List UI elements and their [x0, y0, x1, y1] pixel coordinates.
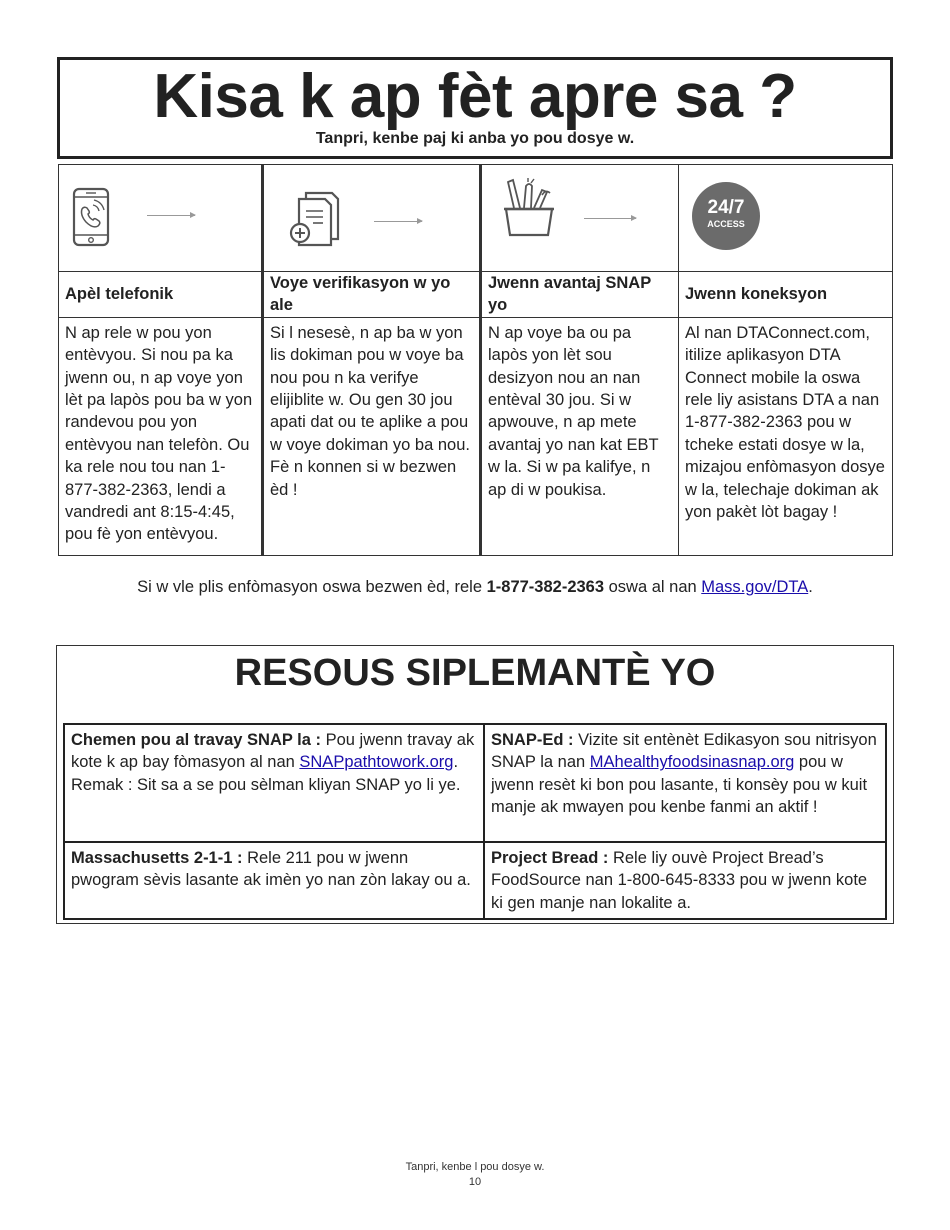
step-4-icon-cell [679, 165, 893, 272]
resources-box [56, 645, 894, 924]
step-3-heading: Jwenn avantaj SNAP yo [481, 272, 679, 318]
step-3-text: N ap voye ba ou pa lapòs yon lèt sou desizyon nou an nan entèval 30 jou. Si w apwouve, n ap mete avantaj yo nan kat EBT w la. Si w pa kalifye, n ap di w poukisa. [481, 317, 679, 555]
title-box [57, 57, 893, 159]
page-number: 10 [468, 1176, 482, 1188]
document-add-icon [286, 187, 348, 251]
resource-project-bread: Project Bread : Rele liy ouvè Project Bread’s FoodSource nan 1-800-645-8333 pou w jwenn kote ki gen manje nan lokalite a. [484, 842, 886, 919]
access-24-7-icon: 24/7 ACCESS [692, 182, 760, 250]
step-2-text: Si l nesesè, n ap ba w yon lis dokiman pou w voye ba nou pou n ka verifye elijiblite w. Ou gen 30 jou apati dat ou te aplike a pou w voye dokiman yo ba nou. Fè n konnen si w bezwen èd ! [263, 317, 481, 555]
step-2-heading: Voye verifikasyon w yo ale [263, 272, 481, 318]
page-subtitle: Tanpri, kenbe paj ki anba yo pou dosye w. [315, 130, 635, 147]
resource-mass-211: Massachusetts 2-1-1 : Rele 211 pou w jwenn pwogram sèvis lasante ak imèn yo nan zòn lakay ou a. [64, 842, 484, 919]
resource-snap-path: Chemen pou al travay SNAP la : Pou jwenn travay ak kote k ap bay fòmasyon al nan SNAPpathtowork.org. Remak : Sit sa a se pou sèlman kliyan SNAP yo li ye. [64, 724, 484, 842]
page-title: Kisa k ap fèt apre sa ? [153, 62, 797, 131]
mass-gov-link[interactable]: Mass.gov/DTA [701, 578, 809, 596]
arrow-icon [374, 221, 422, 222]
info-phone: 1-877-382-2363 [486, 578, 605, 596]
info-line: Si w vle plis enfòmasyon oswa bezwen èd, rele 1-877-382-2363 oswa al nan Mass.gov/DTA. [137, 578, 813, 596]
step-1-icon-cell [59, 165, 263, 272]
step-4-heading: Jwenn koneksyon [679, 272, 893, 318]
snap-path-link[interactable]: SNAPpathtowork.org [299, 753, 454, 772]
step-2-icon-cell [263, 165, 481, 272]
arrow-icon [584, 218, 636, 219]
phone-icon [69, 187, 119, 249]
resources-title: RESOUS SIPLEMANTÈ YO [234, 652, 716, 694]
footer [0, 1160, 950, 1190]
step-4-text: Al nan DTAConnect.com, itilize aplikasyon DTA Connect mobile la oswa rele liy asistans DTA a nan 1-877-382-2363 pou w tcheke estati dosye w la, mizajou enfòmasyon dosye w la, telechaje dokiman ak yon pakèt lòt bagay ! [679, 317, 893, 555]
arrow-icon [147, 215, 195, 216]
step-1-text: N ap rele w pou yon entèvyou. Si nou pa ka jwenn ou, n ap voye yon lèt pa lapòs pou ba w yon randevou pou yon entèvyou nan telefòn. Ou ka rele nou tou nan 1-877-382-2363, lendi a vandredi ant 8:15-4:45, pou fè yon entèvyou. [59, 317, 263, 555]
resources-table [63, 723, 887, 920]
grocery-basket-icon [498, 175, 560, 243]
step-3-icon-cell [481, 165, 679, 272]
footer-note: Tanpri, kenbe l pou dosye w. [405, 1161, 545, 1173]
resource-snap-ed: SNAP-Ed : Vizite sit entènèt Edikasyon sou nitrisyon SNAP la nan MAhealthyfoodsinasnap.org pou w jwenn resèt ki bon pou lasante, ti konsèy pou w kuit manje ak mwayen pou kenbe fanmi an aktif ! [484, 724, 886, 842]
snap-ed-link[interactable]: MAhealthyfoodsinasnap.org [589, 753, 795, 772]
steps-table [58, 164, 893, 556]
step-1-heading: Apèl telefonik [59, 272, 263, 318]
